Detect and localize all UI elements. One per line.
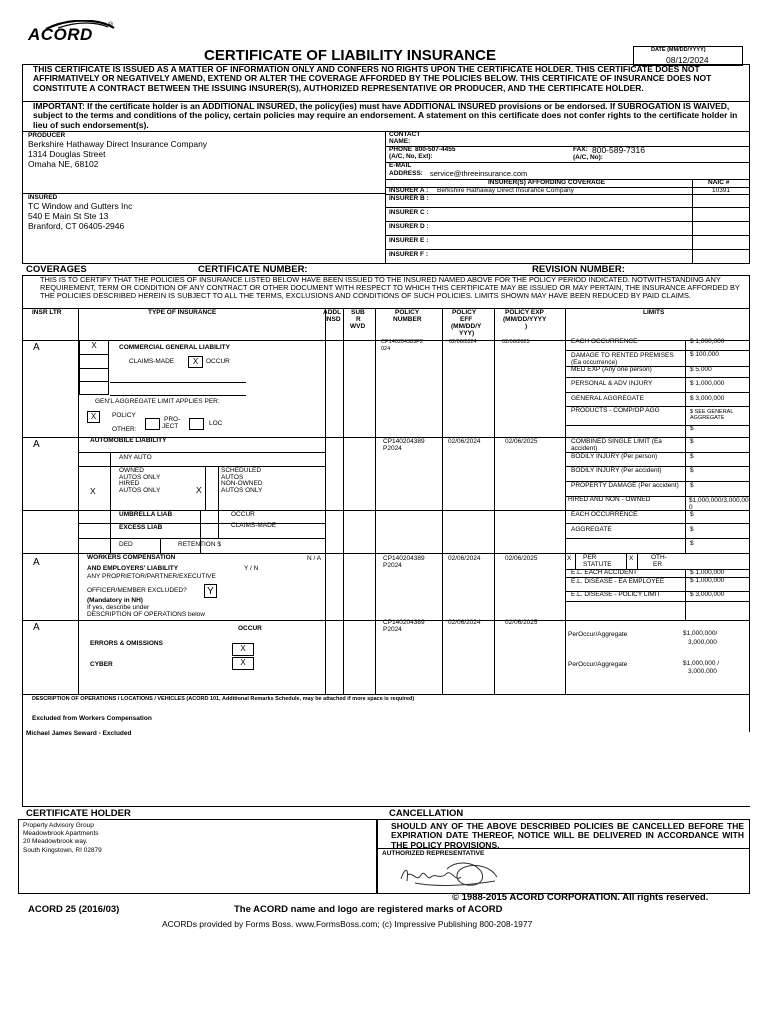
umb-limit-value-1: $ xyxy=(690,526,694,533)
col-policy-eff-1: POLICY xyxy=(452,309,477,316)
other-policy-number-2: P2024 xyxy=(383,626,402,633)
wc-exp-date: 02/06/2025 xyxy=(505,555,538,562)
auto-nonowned-check[interactable]: X xyxy=(196,485,202,495)
insurer-b-label: INSURER B : xyxy=(389,195,429,202)
email-value: service@threeinsurance.com xyxy=(430,169,528,178)
fax-sub: (A/C, No): xyxy=(573,154,603,161)
col-policy-eff-4: YYY) xyxy=(459,330,475,337)
coverages-label: COVERAGES xyxy=(26,264,87,275)
cancellation-label: CANCELLATION xyxy=(389,808,464,819)
col-limits: LIMITS xyxy=(643,309,665,316)
auto-owned-2: AUTOS ONLY xyxy=(119,474,161,481)
description-line1: Excluded from Workers Compensation xyxy=(32,715,152,722)
gl-occur-label: OCCUR xyxy=(206,358,230,365)
wc-limit-value-0: $ 1,000,000 xyxy=(690,569,725,576)
umb-limit-label-1: AGGREGATE xyxy=(571,526,612,533)
gl-limit-label-1: DAMAGE TO RENTED PREMISES (Ea occurrence) xyxy=(571,352,674,367)
wc-statute-check[interactable]: X xyxy=(567,555,572,562)
gl-claims-made-label: CLAIMS-MADE xyxy=(129,358,175,365)
description-box xyxy=(22,694,750,807)
gl-policy-checkbox[interactable]: X xyxy=(87,411,100,423)
insurer-a-naic: 10391 xyxy=(712,187,731,194)
producer-line3: Omaha NE, 68102 xyxy=(28,159,99,169)
auto-sched-1: SCHEDULED xyxy=(221,467,262,474)
gl-occur-checkbox[interactable]: X xyxy=(188,356,203,368)
logo-registered: ® xyxy=(108,22,114,29)
holder-line4: South Kingstown, RI 02879 xyxy=(23,847,102,854)
gl-limit-value-0: $ 1,000,000 xyxy=(690,338,725,345)
logo-text: ACORD xyxy=(28,25,93,44)
footer-marks: The ACORD name and logo are registered marks of ACORD xyxy=(234,904,503,915)
authorized-signature xyxy=(395,857,505,891)
phone-sub: (A/C, No, Ext): xyxy=(389,153,433,160)
disclaimer-text: THIS CERTIFICATE IS ISSUED AS A MATTER OF INFORMATION ONLY AND CONFERS NO RIGHTS UPON THE CERTIFICATE HOLDER. THIS CERTIFICATE DOES NOT AFFIRMATIVELY OR NEGATIVELY AMEND, EXTEND OR ALTER THE COVERAGE AFFORDED BY THE POLICIES BELOW. THIS CERTIFICATE OF INSURANCE DOES NOT CONSTITUTE A CONTRACT BETWEEN THE ISSUING INSURER(S), AUTHORIZED REPRESENTATIVE OR PRODUCER, AND THE CERTIFICATE HOLDER. xyxy=(33,64,712,93)
wc-policy-number-2: P2024 xyxy=(383,562,402,569)
col-policy-eff-3: (MM/DD/Y xyxy=(451,323,482,330)
gl-eff-date: 02/06/2024 xyxy=(449,339,477,345)
wc-limit-label-0: E.L. EACH ACCIDENT xyxy=(571,569,638,576)
umbrella-occur: OCCUR xyxy=(231,511,255,518)
gl-limit-value-3: $ 1,000,000 xyxy=(690,380,725,387)
col-insd: INSD xyxy=(325,316,341,323)
gl-aggregate-label: GEN'L AGGREGATE LIMIT APPLIES PER: xyxy=(95,398,220,405)
auto-nonown-1: NON-OWNED xyxy=(221,480,263,487)
auto-policy-number-2: P2024 xyxy=(383,445,402,452)
col-policy-exp-3: ) xyxy=(525,323,528,330)
other-limit-value-1b: 3,000,000 xyxy=(688,639,717,646)
auto-eff-date: 02/06/2024 xyxy=(448,438,481,445)
address-label: ADDRESS: xyxy=(389,170,423,177)
holder-line1: Property Advisory Group xyxy=(23,822,94,829)
auto-limit-label-2: BODILY INJURY (Per accident) xyxy=(571,467,662,474)
gl-policy-label: POLICY xyxy=(112,412,136,419)
certify-text: THIS IS TO CERTIFY THAT THE POLICIES OF INSURANCE LISTED BELOW HAVE BEEN ISSUED TO THE INSURED NAMED ABOVE FOR THE POLICY PERIOD INDICATED. NOTWITHSTANDING ANY REQUIREMENT, TERM OR CONDITION OF ANY CONTRACT OR OTHER DOCUMENT WITH RESPECT TO WHICH THIS CERTIFICATE MAY BE ISSUED OR MAY PERTAIN, THE INSURANCE AFFORDED BY THE POLICIES DESCRIBED HEREIN IS SUBJECT TO ALL THE TERMS, EXCLUSIONS AND CONDITIONS OF SUCH POLICIES. LIMITS SHOWN MAY HAVE BEEN REDUCED BY PAID CLAIMS. xyxy=(40,275,740,301)
auto-nonown-2: AUTOS ONLY xyxy=(221,487,263,494)
gl-insr-ltr: A xyxy=(33,342,40,353)
col-addl: ADDL xyxy=(323,309,342,316)
col-subr-1: SUB xyxy=(351,309,365,316)
gl-limit-value-6: $ xyxy=(690,425,694,432)
wc-per-2: STATUTE xyxy=(583,561,612,568)
insurer-c-label: INSURER C : xyxy=(389,209,429,216)
wc-insr-ltr: A xyxy=(33,557,40,568)
excess-label: EXCESS LIAB xyxy=(119,524,163,531)
wc-label-4: OFFICER/MEMBER EXCLUDED? xyxy=(87,587,187,594)
wc-oth-2: ER xyxy=(653,561,663,568)
wc-label-2: AND EMPLOYERS' LIABILITY xyxy=(87,565,179,572)
gl-claims-made-checkbox[interactable] xyxy=(79,354,109,369)
eo-checkbox[interactable]: X xyxy=(232,643,254,656)
gl-project-checkbox[interactable] xyxy=(145,418,160,430)
phone-value: 800-507-4455 xyxy=(415,146,456,153)
other-limit-label-1: PerOccur/Aggregate xyxy=(568,631,628,638)
other-limit-value-2b: 3,000,000 xyxy=(688,668,717,675)
col-insr-ltr: INSR LTR xyxy=(32,309,62,316)
auto-insr-ltr: A xyxy=(33,439,40,450)
wc-limit-label-1: E.L. DISEASE - EA EMPLOYEE xyxy=(571,578,665,585)
auto-limit-value-0: $ xyxy=(690,438,694,445)
description-label: DESCRIPTION OF OPERATIONS / LOCATIONS / VEHICLES (ACORD 101, Additional Remarks Schedule, may be attached if more space is required) xyxy=(32,696,415,702)
auto-limit-label-3: PROPERTY DAMAGE (Per accident) xyxy=(571,482,679,489)
wc-per-1: PER xyxy=(583,554,597,561)
other-occur: OCCUR xyxy=(238,625,262,632)
auto-hired-2: AUTOS ONLY xyxy=(119,487,161,494)
gl-loc-checkbox[interactable] xyxy=(189,418,204,430)
certificate-number-label: CERTIFICATE NUMBER: xyxy=(198,264,308,275)
umbrella-label: UMBRELLA LIAB xyxy=(119,511,173,518)
gl-policy-number-1: CP140204389P2 xyxy=(381,339,423,345)
wc-limit-label-2: E.L. DISEASE - POLICY LIMIT xyxy=(571,591,661,598)
col-policy-exp-1: POLICY EXP xyxy=(505,309,544,316)
auto-limit-value-1: $ xyxy=(690,453,694,460)
insurers-header: INSURER(S) AFFORDING COVERAGE xyxy=(488,179,606,186)
auto-limit-value-3: $ xyxy=(690,482,694,489)
auto-any-label: ANY AUTO xyxy=(119,454,152,461)
gl-limit-value-5: $ SEE GENERAL AGGREGATE xyxy=(690,409,734,422)
col-policy-eff-2: EFF xyxy=(460,316,473,323)
umb-limit-value-2: $ xyxy=(690,540,694,547)
gl-limit-label-4: GENERAL AGGREGATE xyxy=(571,395,644,402)
insured-line2: 540 E Main St Ste 13 xyxy=(28,211,109,221)
insured-line3: Branford, CT 06405-2946 xyxy=(28,221,125,231)
holder-line3: 20 Meadowbrook way. xyxy=(23,838,88,845)
umbrella-ded: DED xyxy=(119,541,133,548)
footer-copyright: © 1988-2015 ACORD CORPORATION. All rights reserved. xyxy=(452,892,709,903)
revision-number-label: REVISION NUMBER: xyxy=(532,264,625,275)
other-limit-label-2: PerOccur/Aggregate xyxy=(568,661,628,668)
holder-line2: Meadowbrook Apartments xyxy=(23,830,99,837)
col-subr-3: WVD xyxy=(350,323,366,330)
gl-commercial-checkbox[interactable]: X xyxy=(79,340,109,355)
wc-label-3: ANY PROPRIETOR/PARTNER/EXECUTIVE xyxy=(87,573,216,580)
wc-oth-1: OTH- xyxy=(651,554,667,561)
acord-logo xyxy=(28,20,116,48)
insurer-a-label: INSURER A : xyxy=(389,187,429,194)
gl-label: COMMERCIAL GENERAL LIABILITY xyxy=(119,344,230,351)
wc-label-5: (Mandatory in NH) xyxy=(87,597,143,604)
auto-limit-value-2: $ xyxy=(690,467,694,474)
auto-hired-check[interactable]: X xyxy=(90,486,96,496)
auto-hired-1: HIRED xyxy=(119,480,140,487)
producer-line2: 1314 Douglas Street xyxy=(28,149,106,159)
certificate-holder-label: CERTIFICATE HOLDER xyxy=(26,808,131,819)
other-exp-date: 02/06/2025 xyxy=(505,619,538,626)
email-label: E-MAIL xyxy=(389,162,412,169)
gl-blank-checkbox-2[interactable] xyxy=(79,381,109,395)
col-policy-exp-2: (MM/DD/YYYY xyxy=(503,316,547,323)
other-insr-ltr: A xyxy=(33,622,40,633)
wc-excluded-answer[interactable]: Y xyxy=(204,584,217,598)
description-line2: Michael James Seward - Excluded xyxy=(26,730,132,737)
insured-label: INSURED xyxy=(28,194,58,201)
col-subr-2: R xyxy=(356,316,361,323)
wc-yn: Y / N xyxy=(244,565,259,572)
gl-policy-number-2: 024 xyxy=(381,346,391,352)
footer-provided: ACORDs provided by Forms Boss. www.FormsBoss.com; (c) Impressive Publishing 800-208-1977 xyxy=(162,919,533,929)
fax-label: FAX: xyxy=(573,146,588,153)
cyber-label: CYBER xyxy=(90,661,113,668)
umb-limit-label-0: EACH OCCURRENCE xyxy=(571,511,638,518)
footer-form-number: ACORD 25 (2016/03) xyxy=(28,904,120,915)
gl-limit-value-4: $ 3,000,000 xyxy=(690,395,725,402)
gl-exp-date: 02/06/2025 xyxy=(502,339,530,345)
insurer-f-label: INSURER F : xyxy=(389,251,428,258)
wc-limit-value-2: $ 3,000,000 xyxy=(690,591,725,598)
wc-label-1: WORKERS COMPENSATION xyxy=(87,554,176,561)
auto-sched-2: AUTOS xyxy=(221,474,244,481)
auto-owned-1: OWNED xyxy=(119,467,144,474)
gl-loc-label: LOC xyxy=(209,420,223,427)
phone-label: PHONE xyxy=(389,146,413,153)
contact-name-label: NAME: xyxy=(389,138,411,145)
wc-label-7: DESCRIPTION OF OPERATIONS below xyxy=(87,611,205,618)
page-title: CERTIFICATE OF LIABILITY INSURANCE xyxy=(204,47,496,64)
fax-value: 800-589-7316 xyxy=(592,145,645,155)
gl-limit-value-1: $ 100,000 xyxy=(690,351,719,358)
naic-header: NAIC # xyxy=(708,179,730,186)
auto-limit-label-0: COMBINED SINGLE LIMIT (Ea accident) xyxy=(571,438,662,453)
other-limit-value-1a: $1,000,000/ xyxy=(683,630,718,637)
cyber-checkbox[interactable]: X xyxy=(232,657,254,670)
auto-label: AUTOMOBILE LIABILITY xyxy=(90,437,167,444)
auto-limit-label-1: BODILY INJURY (Per person) xyxy=(571,453,658,460)
gl-limit-label-3: PERSONAL & ADV INJURY xyxy=(571,380,653,387)
col-policy-number-1: POLICY xyxy=(395,309,420,316)
wc-na: N / A xyxy=(307,555,322,562)
eo-label: ERRORS & OMISSIONS xyxy=(90,640,163,647)
other-eff-date: 02/06/2024 xyxy=(448,619,481,626)
col-policy-number-2: NUMBER xyxy=(393,316,422,323)
cancellation-text: SHOULD ANY OF THE ABOVE DESCRIBED POLICIES BE CANCELLED BEFORE THE EXPIRATION DATE THEREOF, NOTICE WILL BE DELIVERED IN ACCORDANCE WITH THE POLICY PROVISIONS. xyxy=(391,821,744,850)
col-type: TYPE OF INSURANCE xyxy=(148,309,217,316)
producer-line1: Berkshire Hathaway Direct Insurance Company xyxy=(28,139,208,149)
insurer-d-label: INSURER D : xyxy=(389,223,429,230)
date-value: 08/12/2024 xyxy=(666,55,709,65)
wc-eff-date: 02/06/2024 xyxy=(448,555,481,562)
insurer-a-name: Berkshire Hathaway Direct Insurance Company xyxy=(437,187,574,194)
important-text: IMPORTANT: If the certificate holder is an ADDITIONAL INSURED, the policy(ies) must have ADDITIONAL INSURED provisions or be endorsed. If SUBROGATION IS WAIVED, subject to the terms and conditions of the policy, certain policies may require an endorsement. A statement on this certificate does not confer rights to the certificate holder in lieu of such endorsement(s). xyxy=(33,101,738,130)
other-policy-number-1: CP140204389 xyxy=(383,619,425,626)
gl-limit-label-0: EACH OCCURRENCE xyxy=(571,338,638,345)
date-label: DATE (MM/DD/YYYY) xyxy=(651,47,706,53)
wc-policy-number-1: CP140204389 xyxy=(383,555,425,562)
gl-other-label: OTHER: xyxy=(112,426,137,433)
insured-line1: TC Window and Gutters Inc xyxy=(28,201,133,211)
auto-policy-number-1: CP140204389 xyxy=(383,438,425,445)
wc-label-6: If yes, describe under xyxy=(87,604,150,611)
gl-limit-label-2: MED EXP (Any one person) xyxy=(571,366,652,373)
auto-exp-date: 02/06/2025 xyxy=(505,438,538,445)
gl-pro-label: PRO- xyxy=(164,416,181,423)
insurer-e-label: INSURER E : xyxy=(389,237,429,244)
umbrella-claims-made: CLAIMS-MADE xyxy=(231,522,277,529)
gl-ject-label: JECT xyxy=(162,423,179,430)
wc-other-check[interactable]: X xyxy=(629,555,634,562)
contact-label: CONTACT xyxy=(389,131,421,138)
auto-limit-label-4: HIRED AND NON - OWNED xyxy=(568,496,651,503)
gl-limit-label-5: PRODUCTS - COMP/OP AGG xyxy=(571,407,660,414)
auto-limit-value-4: $1,000,000/3,000,000 xyxy=(689,497,749,512)
umb-limit-value-0: $ xyxy=(690,511,694,518)
authorized-rep-label: AUTHORIZED REPRESENTATIVE xyxy=(382,850,485,857)
gl-limit-value-2: $ 5,000 xyxy=(690,366,712,373)
producer-label: PRODUCER xyxy=(28,132,66,139)
gl-blank-checkbox-1[interactable] xyxy=(79,368,109,382)
wc-limit-value-1: $ 1,000,000 xyxy=(690,577,725,584)
other-limit-value-2a: $1,000,000 / xyxy=(683,660,720,667)
umbrella-retention: RETENTION $ xyxy=(178,541,221,548)
